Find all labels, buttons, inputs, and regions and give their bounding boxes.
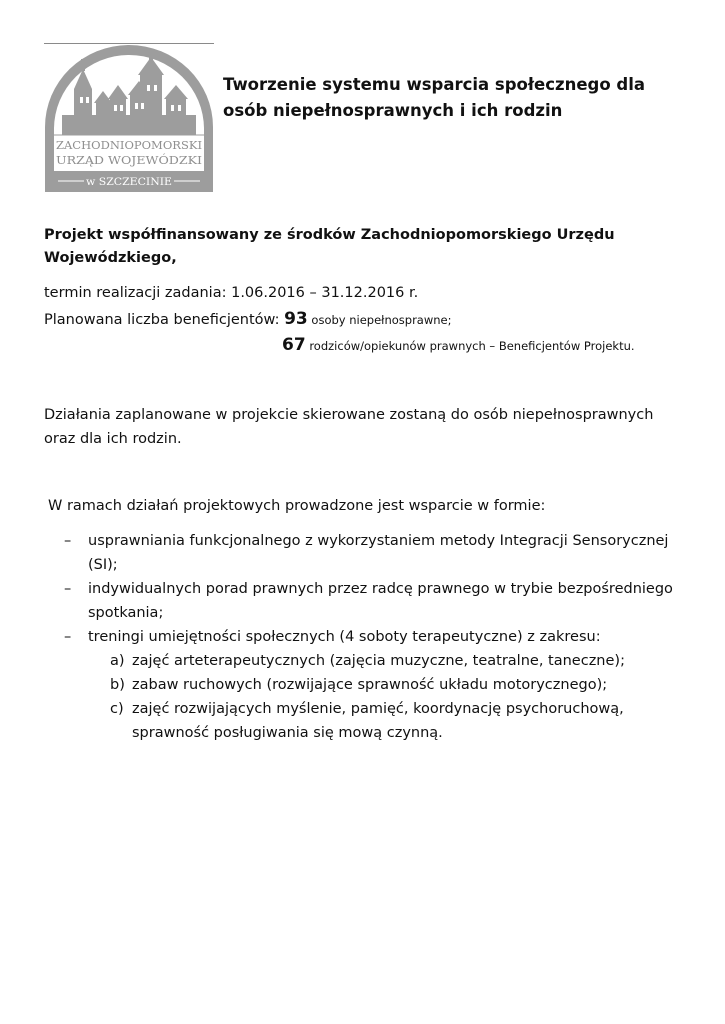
disabled-count: 93 [284,309,308,329]
logo-text-line3: w SZCZECINIE [86,177,172,188]
dash-bullet: – [64,581,72,597]
sublist-marker: c) [110,701,124,717]
list-item [64,529,684,577]
logo-text-line2: URZĄD WOJEWÓDZKI [56,153,202,167]
list-item [64,577,684,625]
sublist-marker: a) [110,653,125,669]
target-group-paragraph: Działania zaplanowane w projekcie skierowane zostaną do osób niepełnosprawnych oraz dla ich rodzin. [44,407,654,447]
voivodeship-office-logo [44,45,214,193]
list-item-text: indywidualnych porad prawnych przez radcę prawnego w trybie bezpośredniego spotkania; [88,581,673,621]
planned-beneficiaries [44,308,451,331]
sublist-item-text: zabaw ruchowych (rozwijające sprawność układu motorycznego); [132,677,608,693]
header-rule [44,43,214,44]
list-item-text: treningi umiejętności społecznych (4 soboty terapeutyczne) z zakresu: [88,629,601,645]
training-sublist [88,649,684,745]
list-item [64,625,684,745]
dash-bullet: – [64,629,72,645]
sublist-item [110,649,684,673]
document-title: Tworzenie systemu wsparcia społecznego dla osób niepełnosprawnych i ich rodzin [223,75,646,120]
dash-bullet: – [64,533,72,549]
planned-beneficiaries-line2 [282,334,635,357]
task-term: termin realizacji zadania: 1.06.2016 – 31.12.2016 r. [44,285,419,301]
sublist-marker: b) [110,677,125,693]
disabled-count-desc: osoby niepełnosprawne; [307,313,452,327]
sublist-item [110,697,684,745]
list-item-text: usprawniania funkcjonalnego z wykorzystaniem metody Integracji Sensorycznej (SI); [88,533,669,573]
planned-label: Planowana liczba beneficjentów: [44,312,285,328]
guardians-count-desc: rodziców/opiekunów prawnych – Beneficjentów Projektu. [305,339,635,353]
guardians-count: 67 [282,335,306,355]
logo-text-line1: ZACHODNIOPOMORSKI [56,138,202,152]
support-intro: W ramach działań projektowych prowadzone jest wsparcie w formie: [48,498,546,514]
sublist-item-text: zajęć arteterapeutycznych (zajęcia muzyczne, teatralne, taneczne); [132,653,625,669]
sublist-item-text: zajęć rozwijających myślenie, pamięć, koordynację psychoruchową, sprawność posługiwania się mową czynną. [132,701,624,741]
support-list [64,529,684,745]
sublist-item [110,673,684,697]
funding-statement: Projekt współfinansowany ze środków Zachodniopomorskiego Urzędu Wojewódzkiego, [44,227,615,266]
